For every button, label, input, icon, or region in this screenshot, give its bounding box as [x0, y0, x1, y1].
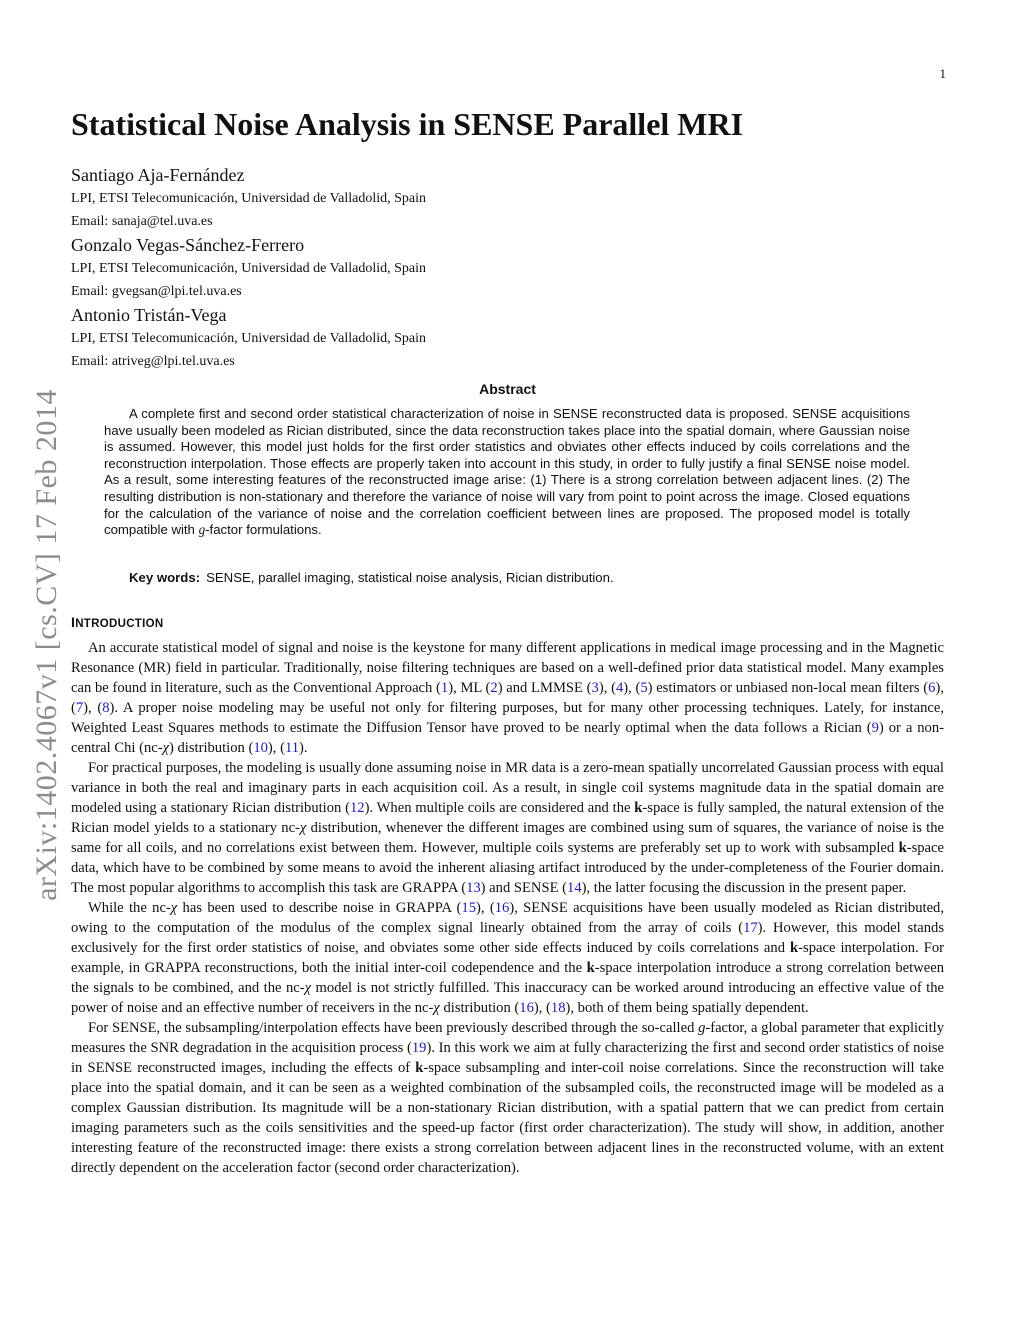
paragraph-text: ) distribution (	[169, 740, 254, 756]
citation-link[interactable]: 12	[350, 800, 365, 816]
author-block	[71, 233, 771, 303]
introduction-body	[71, 638, 944, 1178]
citation-link[interactable]: 17	[743, 920, 758, 936]
citation-link[interactable]: 7	[75, 700, 84, 716]
paragraph-text: ).	[299, 740, 308, 756]
paragraph-text: An accurate statistical model of signal and noise is the keystone for many different applications in medical image processing and in the Magnetic Resonance (MR) field in particular. Traditionally, noise filtering techniques are based on a well-defined prior data statistical model. Many examples can be found in literature, such as the Conventional Approach (	[71, 640, 944, 696]
paragraph-text: distribution (	[439, 1000, 520, 1016]
citation-link[interactable]: 10	[253, 740, 268, 756]
introduction-paragraph	[71, 638, 944, 758]
paragraph-text: ), (	[83, 700, 103, 716]
introduction-paragraph	[71, 898, 944, 1018]
citation-link[interactable]: 8	[102, 700, 110, 716]
paragraph-text: ). In this work we aim at fully characterizing the first and second order statistics of noise in SENSE reconstructed images, including the effects of	[71, 1040, 944, 1076]
arxiv-identifier-stamp: arXiv:1402.4067v1 [cs.CV] 17 Feb 2014	[30, 389, 63, 901]
citation-link[interactable]: 6	[928, 680, 936, 696]
math-symbol: g	[698, 1020, 706, 1036]
paragraph-text: ), (	[267, 740, 285, 756]
paragraph-text: -space interpolation introduce a strong correlation between the signals to be combined, and the nc-	[71, 960, 944, 996]
citation-link[interactable]: 3	[591, 680, 599, 696]
abstract-heading: Abstract	[479, 381, 536, 397]
paragraph-text: model is not strictly fulfilled. This inaccuracy can be worked around introducing an effective value of the power of noise and an effective number of receivers in the nc-	[71, 980, 944, 1016]
paragraph-text: -space subsampling and inter-coil noise correlations. Since the reconstruction will take place into the spatial domain, and it can be seen as a weighted combination of the subsampled coils, the reconstructed image will be modeled as a complex Gaussian distribution. Its magnitude will be a non-stationary Rician distribution, with a spatial pattern that we can predict from certain imaging parameters such as the coils sensitivities and the speed-up factor (first order characterization). The study will show, in addition, another interesting feature of the reconstructed image: there exists a strong correlation between adjacent lines in the reconstructed volume, with an extent directly dependent on the acceleration factor (second order characterization).	[71, 1060, 944, 1176]
citation-link[interactable]: 2	[490, 680, 498, 696]
keywords-text: SENSE, parallel imaging, statistical noise analysis, Rician distribution.	[206, 570, 614, 585]
paragraph-text: For SENSE, the subsampling/interpolation effects have been previously described through the so-called	[88, 1020, 699, 1036]
author-name: Santiago Aja-Fernández	[71, 165, 245, 185]
citation-link[interactable]: 13	[466, 880, 481, 896]
paragraph-text: has been used to describe noise in GRAPPA (	[177, 900, 462, 916]
paragraph-text: ), (	[476, 900, 495, 916]
paragraph-text: While the nc-	[88, 900, 171, 916]
paragraph-text: ), ML (	[448, 680, 491, 696]
introduction-paragraph	[71, 758, 944, 898]
page-number: 1	[939, 66, 946, 81]
paragraph-text: ), the latter focusing the discussion in the present paper.	[581, 880, 907, 896]
paragraph-text: For practical purposes, the modeling is usually done assuming noise in MR data is a zero-mean spatially uncorrelated Gaussian process with equal variance in both the real and imaginary parts in each acquisition coil. As a result, in single coil systems magnitude data in the spatial domain are modeled using a stationary Rician distribution (	[71, 760, 944, 816]
author-list	[71, 163, 771, 373]
citation-link[interactable]: 14	[567, 880, 582, 896]
paragraph-text: ) estimators or unbiased non-local mean filters (	[647, 680, 929, 696]
paragraph-text: ) and LMMSE (	[497, 680, 592, 696]
author-email: Email: atriveg@lpi.tel.uva.es	[71, 354, 235, 369]
citation-link[interactable]: 4	[615, 680, 624, 696]
g-factor-symbol: g	[198, 522, 206, 538]
section-heading-introduction	[71, 614, 163, 630]
bold-k-symbol: k	[415, 1060, 424, 1076]
math-symbol: χ	[299, 820, 307, 836]
keywords	[129, 569, 909, 586]
author-name: Gonzalo Vegas-Sánchez-Ferrero	[71, 235, 305, 255]
paragraph-text: ), (	[623, 680, 641, 696]
bold-k-symbol: k	[586, 960, 595, 976]
citation-link[interactable]: 16	[519, 1000, 534, 1016]
paper-title: Statistical Noise Analysis in SENSE Parallel MRI	[71, 106, 744, 142]
citation-link[interactable]: 5	[640, 680, 648, 696]
author-email: Email: gvegsan@lpi.tel.uva.es	[71, 284, 242, 299]
author-affiliation: LPI, ETSI Telecomunicación, Universidad de Valladolid, Spain	[71, 331, 427, 346]
citation-link[interactable]: 11	[284, 740, 300, 756]
author-affiliation: LPI, ETSI Telecomunicación, Universidad de Valladolid, Spain	[71, 191, 427, 206]
math-symbol: χ	[162, 740, 169, 756]
introduction-paragraph	[71, 1018, 944, 1178]
author-block	[71, 163, 771, 233]
paragraph-text: ), (	[533, 1000, 551, 1016]
abstract-text	[104, 406, 910, 539]
paragraph-text: ), both of them being spatially dependent.	[565, 1000, 809, 1016]
heading-initial: I	[71, 614, 76, 630]
math-symbol: χ	[433, 1000, 440, 1016]
paragraph-text: ) or a non-central Chi (nc-	[71, 720, 944, 756]
author-email: Email: sanaja@tel.uva.es	[71, 214, 213, 229]
citation-link[interactable]: 18	[550, 1000, 566, 1016]
citation-link[interactable]: 16	[494, 900, 510, 916]
author-block	[71, 303, 771, 373]
paragraph-text: distribution, whenever the different images are combined using sum of squares, the variance of noise is the same for all coils, and no correlations exist between them. However, multiple coils systems are preferably set up to work with subsampled	[71, 820, 944, 856]
math-symbol: χ	[170, 900, 178, 916]
paragraph-text: -space is fully sampled, the natural extension of the Rician model yields to a stationary nc-	[71, 800, 944, 836]
author-affiliation: LPI, ETSI Telecomunicación, Universidad de Valladolid, Spain	[71, 261, 427, 276]
paragraph-text: -factor, a global parameter that explicitly measures the SNR degradation in the acquisition process (	[71, 1020, 944, 1056]
citation-link[interactable]: 15	[461, 900, 477, 916]
paragraph-text: ), SENSE acquisitions have been usually modeled as Rician distributed, owing to the computation of the modulus of the complex signal linearly obtained from the array of coils (	[71, 900, 945, 936]
paragraph-text: ), (	[71, 680, 944, 716]
keywords-label: Key words:	[129, 570, 201, 585]
paragraph-text: ). When multiple coils are considered and the	[364, 800, 635, 816]
abstract-text-main: A complete first and second order statistical characterization of noise in SENSE reconstructed data is proposed. SENSE acquisitions have usually been modeled as Rician distributed, since the data reconstruction takes place into the spatial domain, where Gaussian noise is assumed. However, this model just holds for the first order statistics and obviates other effects induced by coils correlations and the reconstruction interpolation. Those effects are properly taken into account in this study, in order to fully justify a final SENSE noise model. As a result, some interesting features of the reconstructed image arise: (1) There is a strong correlation between adjacent lines. (2) The resulting distribution is non-stationary and therefore the variance of noise will vary from point to point across the image. Closed equations for the calculation of the variance of noise and the correlation coefficient between lines are proposed. The proposed model is totally compatible with	[104, 406, 910, 538]
bold-k-symbol: k	[634, 800, 643, 816]
paragraph-text: ). A proper noise modeling may be useful not only for filtering purposes, but for many other processing techniques. Lately, for instance, Weighted Least Squares methods to estimate the Diffusion Tensor have proved to be nearly optimal when the data follows a Rician (	[71, 700, 944, 736]
citation-link[interactable]: 1	[440, 680, 449, 696]
paragraph-text: -space interpolation. For example, in GRAPPA reconstructions, both the initial inter-coil codependence and the	[71, 940, 944, 976]
paragraph-text: ) and SENSE (	[480, 880, 568, 896]
bold-k-symbol: k	[790, 940, 799, 956]
citation-link[interactable]: 19	[411, 1040, 427, 1056]
math-symbol: χ	[304, 980, 312, 996]
paragraph-text: ). However, this model stands exclusively for the first order statistics of noise, and obviates some other side effects induced by coils correlations and	[71, 920, 945, 956]
abstract-text-end: -factor formulations.	[205, 522, 322, 538]
paragraph-text: ), (	[598, 680, 616, 696]
citation-link[interactable]: 9	[871, 720, 879, 736]
paragraph-text: -space data, which have to be combined by some means to avoid the inherent aliasing artifact introduced by the under-completeness of the Fourier domain. The most popular algorithms to accomplish this task are GRAPPA (	[71, 840, 944, 896]
author-name: Antonio Tristán-Vega	[71, 305, 227, 325]
bold-k-symbol: k	[898, 840, 907, 856]
heading-rest: NTRODUCTION	[75, 618, 164, 630]
